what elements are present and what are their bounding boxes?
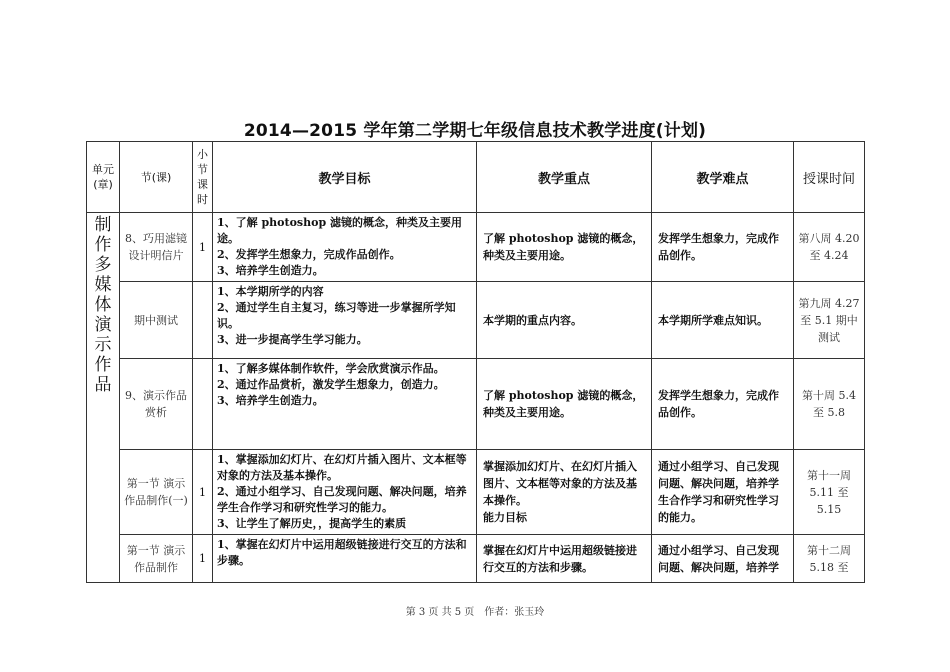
goal-item: 1、了解多媒体制作软件，学会欣赏演示作品。 [217,362,445,375]
header-goals: 教学目标 [213,142,477,213]
section-cell: 第一节 演示作品制作 [120,535,193,583]
teaching-plan-table [86,141,865,583]
goal-item: 2、通过学生自主复习，练习等进一步掌握所学知识。 [217,301,456,330]
difficulty-cell: 本学期所学难点知识。 [652,282,794,359]
page-footer: 第 3 页 共 5 页 作者：张玉玲 [405,607,545,618]
focus-cell: 掌握在幻灯片中运用超级链接进行交互的方法和步骤。 [477,535,652,583]
goal-item: 3、让学生了解历史，，提高学生的素质 [217,517,407,530]
goal-item: 1、了解 photoshop 滤镜的概念，种类及主要用途。 [217,216,462,245]
header-time: 授课时间 [794,142,865,213]
time-cell: 第九周 4.27 至 5.1 期中测试 [794,282,865,359]
hours-cell: 1 [193,450,213,535]
hours-cell: 1 [193,213,213,282]
header-focus: 教学重点 [477,142,652,213]
table-row [87,282,865,359]
difficulty-cell: 发挥学生想象力，完成作品创作。 [652,359,794,450]
goals-cell [213,359,477,450]
header-section: 节(课) [120,142,193,213]
header-unit: 单元(章) [87,142,120,213]
difficulty-cell: 通过小组学习、自己发现问题、解决问题，培养学 [652,535,794,583]
hours-cell: 1 [193,535,213,583]
goal-item: 2、通过作品赏析，激发学生想象力，创造力。 [217,378,445,391]
time-cell: 第十周 5.4 至 5.8 [794,359,865,450]
time-cell: 第十二周 5.18 至 [794,535,865,583]
section-cell: 9、演示作品赏析 [120,359,193,450]
unit-cell [87,213,120,583]
time-cell: 第八周 4.20 至 4.24 [794,213,865,282]
table-row [87,450,865,535]
header-row [87,142,865,213]
goal-item: 3、培养学生创造力。 [217,394,324,407]
goal-item: 3、进一步提高学生学习能力。 [217,333,368,346]
focus-cell: 掌握添加幻灯片、在幻灯片插入图片、文本框等对象的方法及基本操作。 能力目标 [477,450,652,535]
goals-cell [213,535,477,583]
table-row [87,213,865,282]
focus-cell: 本学期的重点内容。 [477,282,652,359]
goal-item: 1、掌握添加幻灯片、在幻灯片插入图片、文本框等对象的方法及基本操作。 [217,453,467,482]
time-cell: 第十一周 5.11 至 5.15 [794,450,865,535]
goals-cell [213,282,477,359]
goal-item: 2、发挥学生想象力，完成作品创作。 [217,248,401,261]
header-difficulty: 教学难点 [652,142,794,213]
goals-cell [213,213,477,282]
unit-name: 制作多媒体演示作品 [94,215,112,395]
goals-cell [213,450,477,535]
table-body [87,213,865,583]
difficulty-cell: 发挥学生想象力，完成作品创作。 [652,213,794,282]
goal-item: 2、通过小组学习、自己发现问题、解决问题，培养学生合作学习和研究性学习的能力。 [217,485,467,514]
difficulty-cell: 通过小组学习、自己发现问题、解决问题，培养学生合作学习和研究性学习的能力。 [652,450,794,535]
hours-cell [193,359,213,450]
goal-item: 3、培养学生创造力。 [217,264,324,277]
header-hours: 小节课时 [193,142,213,213]
table-row [87,535,865,583]
focus-cell: 了解 photoshop 滤镜的概念，种类及主要用途。 [477,359,652,450]
section-cell: 第一节 演示作品制作(一) [120,450,193,535]
goal-item: 1、本学期所学的内容 [217,285,324,298]
section-cell: 8、巧用滤镜设计明信片 [120,213,193,282]
document-title: 2014—2015 学年第二学期七年级信息技术教学进度(计划) [243,121,707,141]
section-cell: 期中测试 [120,282,193,359]
hours-cell [193,282,213,359]
focus-cell: 了解 photoshop 滤镜的概念，种类及主要用途。 [477,213,652,282]
goal-item: 1、掌握在幻灯片中运用超级链接进行交互的方法和步骤。 [217,538,467,567]
table-row [87,359,865,450]
